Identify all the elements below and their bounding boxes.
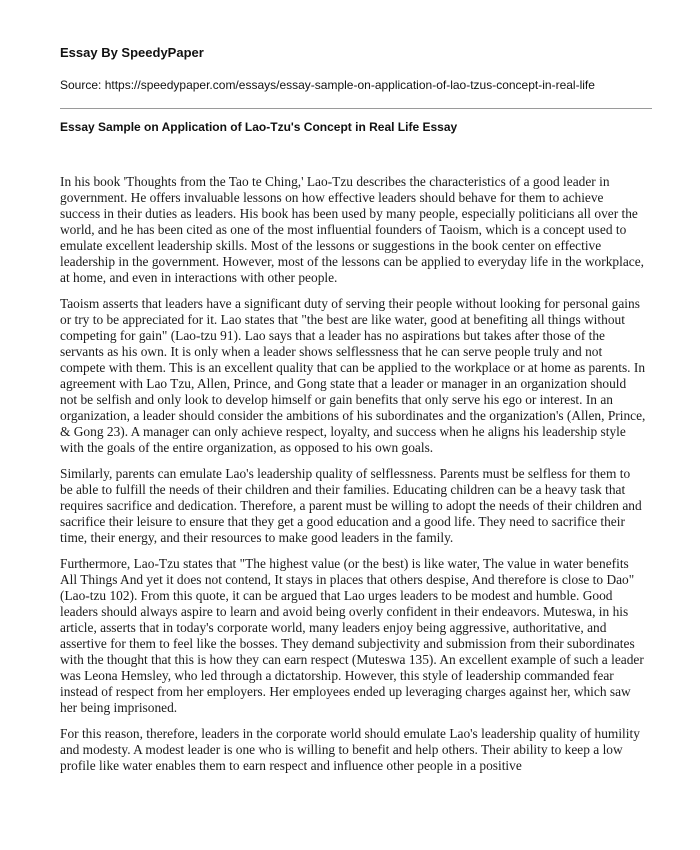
essay-paragraph-1: In his book 'Thoughts from the Tao te Ching,' Lao-Tzu describes the characteristics of a good leader in government. He offers invaluable lessons on how effective leaders should behave for them to achieve success in their duties as leaders. His book has been used by many people, especially politicians all over the world, and he has been cited as one of the most influential founders of Taoism, which is a concept used to emulate excellent leadership skills. Most of the lessons or suggestions in the book center on effective leadership in the government. However, most of the lessons can be applied to everyday life in the workplace, at home, and even in interactions with other people.	[60, 174, 645, 285]
essay-paragraph-5: For this reason, therefore, leaders in the corporate world should emulate Lao's leadership quality of humility and modesty. A modest leader is one who is willing to benefit and help others. Their ability to keep a low profile like water enables them to earn respect and influence other people in a positive	[60, 726, 640, 773]
source-line: Source: https://speedypaper.com/essays/essay-sample-on-application-of-lao-tzus-concept-in-real-life	[60, 78, 595, 92]
essay-paragraph-4: Furthermore, Lao-Tzu states that "The highest value (or the best) is like water, The value in water benefits All Things And yet it does not contend, It stays in places that others despise, And therefore is close to Dao" (Lao-tzu 102). From this quote, it can be argued that Lao urges leaders to be modest and humble. Good leaders should always aspire to learn and avoid being overly confident in their endeavors. Muteswa, in his article, asserts that in today's corporate world, many leaders enjoy being aggressive, authoritative, and assertive for them to feel like the bosses. They demand subjectivity and submission from their subordinates with the thought that this is how they can earn respect (Muteswa 135). An excellent example of such a leader was Leona Hemsley, who led through a dictatorship. However, this style of leadership commanded fear instead of respect from her employers. Her employees ended up leveraging charges against her, which saw her being imprisoned.	[60, 556, 644, 715]
header-divider	[60, 108, 652, 109]
essay-paragraph-3: Similarly, parents can emulate Lao's leadership quality of selflessness. Parents must be selfless for them to be able to fulfill the needs of their children and their families. Educating children can be a heavy task that requires sacrifice and dedication. Therefore, a parent must be willing to adopt the needs of their children and sacrifice their leisure to ensure that they get a good education and a good life. They need to sacrifice their time, their energy, and their resources to make good leaders in the family.	[60, 466, 642, 545]
essay-paragraph-2: Taoism asserts that leaders have a significant duty of serving their people without looking for personal gains or try to be appreciated for it. Lao states that "the best are like water, good at benefiting all things without competing for gain" (Lao-tzu 91). Lao says that a leader has no aspirations but takes after those of the servants as his own. It is only when a leader shows selflessness that he can serve people truly and not compete with them. This is an excellent quality that can be applied to the workplace or at home as parents. In agreement with Lao Tzu, Allen, Prince, and Gong state that a leader or manager in an organization should not be selfish and only look to develop himself or gain benefits that only serve his ego or interest. In an organization, a leader should consider the ambitions of his subordinates and the organization's (Allen, Prince, & Gong 23). A manager can only achieve respect, loyalty, and success when he aligns his leadership style with the goals of the entire organization, as opposed to his own goals.	[60, 296, 646, 455]
essay-title: Essay Sample on Application of Lao-Tzu's Concept in Real Life Essay	[60, 120, 458, 134]
essay-body	[60, 174, 646, 784]
document-brand: Essay By SpeedyPaper	[60, 45, 204, 60]
